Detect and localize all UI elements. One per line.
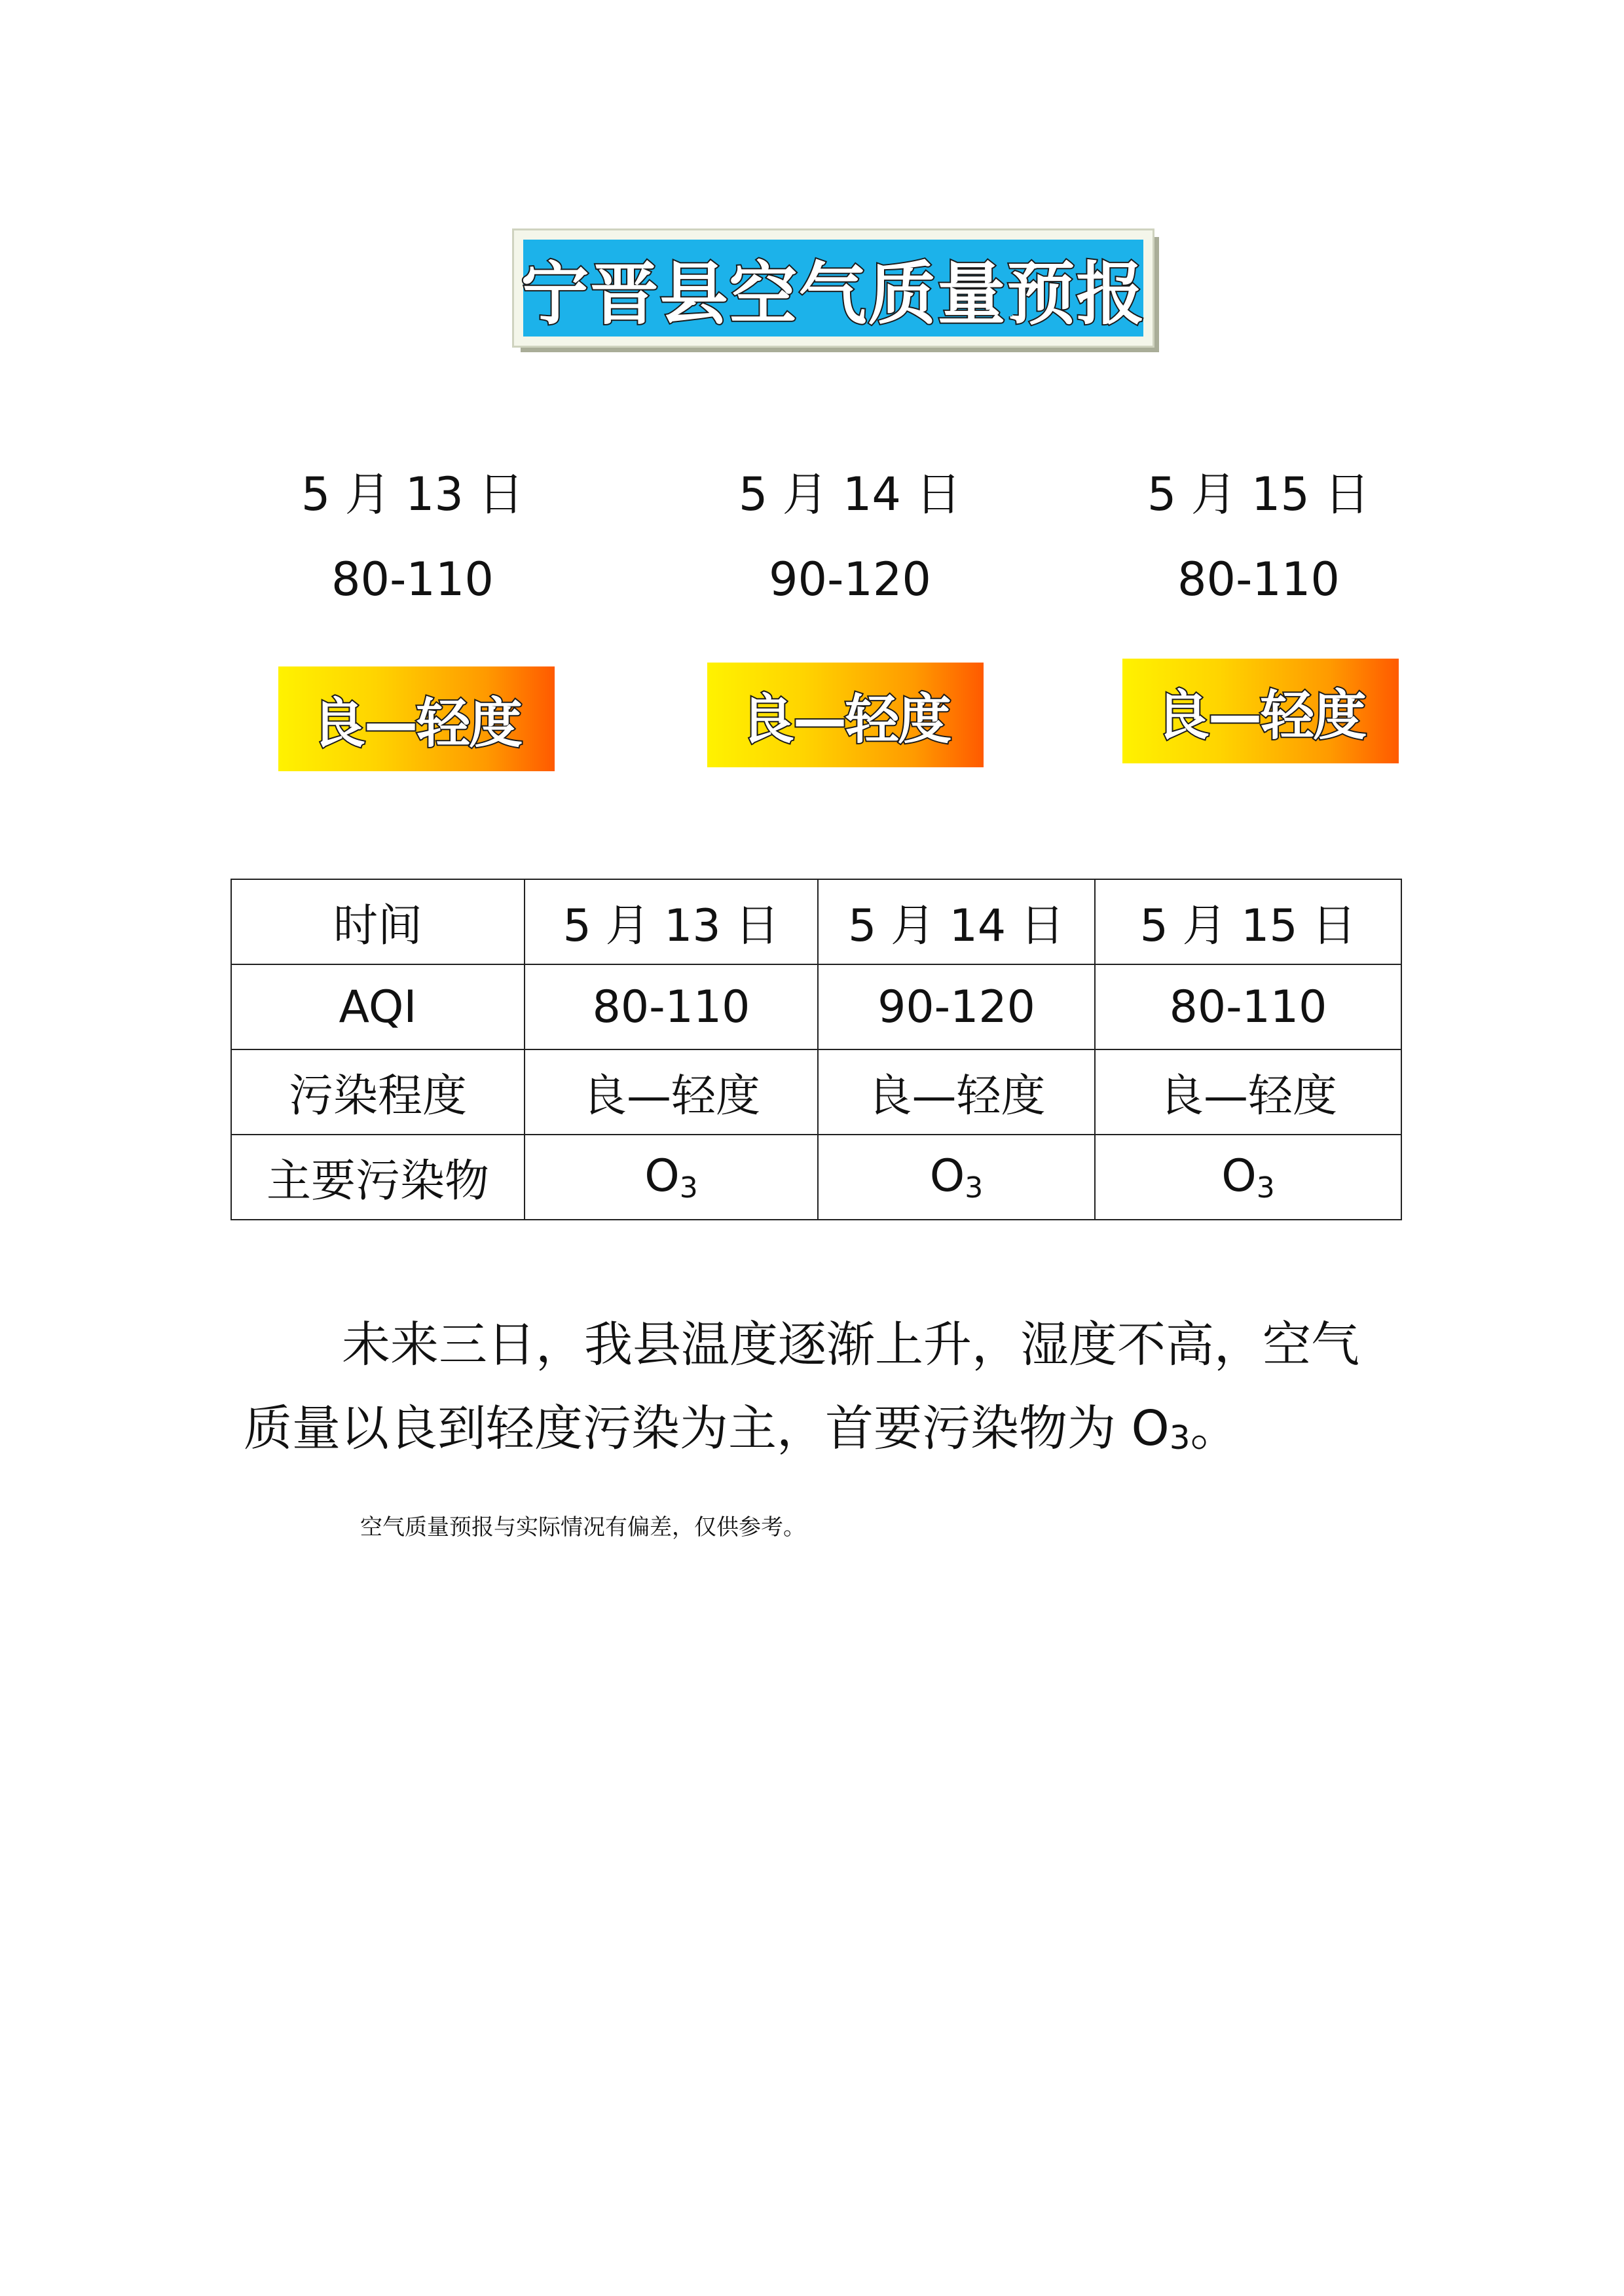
page-title: 宁晋县空气质量预报 xyxy=(521,254,1146,334)
level-badge-2 xyxy=(707,663,984,767)
pollutant-base: O xyxy=(644,1150,680,1202)
table-cell-aqi: 80-110 xyxy=(525,964,818,1049)
table-row xyxy=(231,964,1401,1049)
day-aqi: 80-110 xyxy=(331,553,494,606)
row-label-main-pollutant: 主要污染物 xyxy=(231,1135,525,1220)
table-cell-date: 5 月 15 日 xyxy=(1095,879,1401,964)
day-date: 5 月 13 日 xyxy=(301,467,525,521)
row-label-aqi: AQI xyxy=(231,964,525,1049)
level-badge-label: 良—轻度 xyxy=(311,692,521,755)
day-date: 5 月 15 日 xyxy=(1147,467,1371,521)
disclaimer: 空气质量预报与实际情况有偏差，仅供参考。 xyxy=(360,1514,805,1540)
pollutant-base: O xyxy=(929,1150,965,1202)
table-cell-date: 5 月 13 日 xyxy=(525,879,818,964)
summary-end: 。 xyxy=(1190,1400,1239,1457)
summary-pollutant xyxy=(1132,1400,1190,1457)
summary-pollutant-base: O xyxy=(1131,1400,1170,1457)
pollutant-subscript: 3 xyxy=(679,1171,698,1205)
pollutant-base: O xyxy=(1221,1150,1257,1202)
day-aqi: 90-120 xyxy=(769,553,931,606)
table-row xyxy=(231,879,1401,964)
day-column-2 xyxy=(712,465,987,609)
level-badge-1 xyxy=(278,666,555,771)
table-cell-aqi: 80-110 xyxy=(1095,964,1401,1049)
forecast-summary xyxy=(244,1303,1383,1480)
summary-text: 未来三日，我县温度逐渐上升，湿度不高，空气质量以良到轻度污染为主，首要污染物为 xyxy=(244,1317,1359,1457)
level-badge-label: 良—轻度 xyxy=(1155,684,1365,747)
forecast-table xyxy=(231,879,1402,1220)
row-label-pollution-level: 污染程度 xyxy=(231,1049,525,1135)
table-cell-date: 5 月 14 日 xyxy=(818,879,1095,964)
table-cell-level: 良—轻度 xyxy=(818,1049,1095,1135)
level-badge-3 xyxy=(1122,659,1399,763)
title-background xyxy=(521,240,1146,337)
row-label-time: 时间 xyxy=(231,879,525,964)
pollutant-subscript: 3 xyxy=(965,1171,984,1205)
day-date: 5 月 14 日 xyxy=(738,467,962,521)
table-row xyxy=(231,1049,1401,1135)
table-cell-pollutant xyxy=(818,1135,1095,1220)
day-column-3 xyxy=(1121,465,1396,609)
table-cell-level: 良—轻度 xyxy=(1095,1049,1401,1135)
day-aqi: 80-110 xyxy=(1177,553,1340,606)
title-banner xyxy=(514,230,1153,346)
table-cell-level: 良—轻度 xyxy=(525,1049,818,1135)
table-cell-pollutant xyxy=(1095,1135,1401,1220)
table-row xyxy=(231,1135,1401,1220)
pollutant-subscript: 3 xyxy=(1256,1171,1275,1205)
level-badge-label: 良—轻度 xyxy=(740,688,950,751)
table-cell-pollutant xyxy=(525,1135,818,1220)
summary-pollutant-subscript: 3 xyxy=(1169,1419,1190,1457)
table-cell-aqi: 90-120 xyxy=(818,964,1095,1049)
day-column-1 xyxy=(275,465,550,609)
